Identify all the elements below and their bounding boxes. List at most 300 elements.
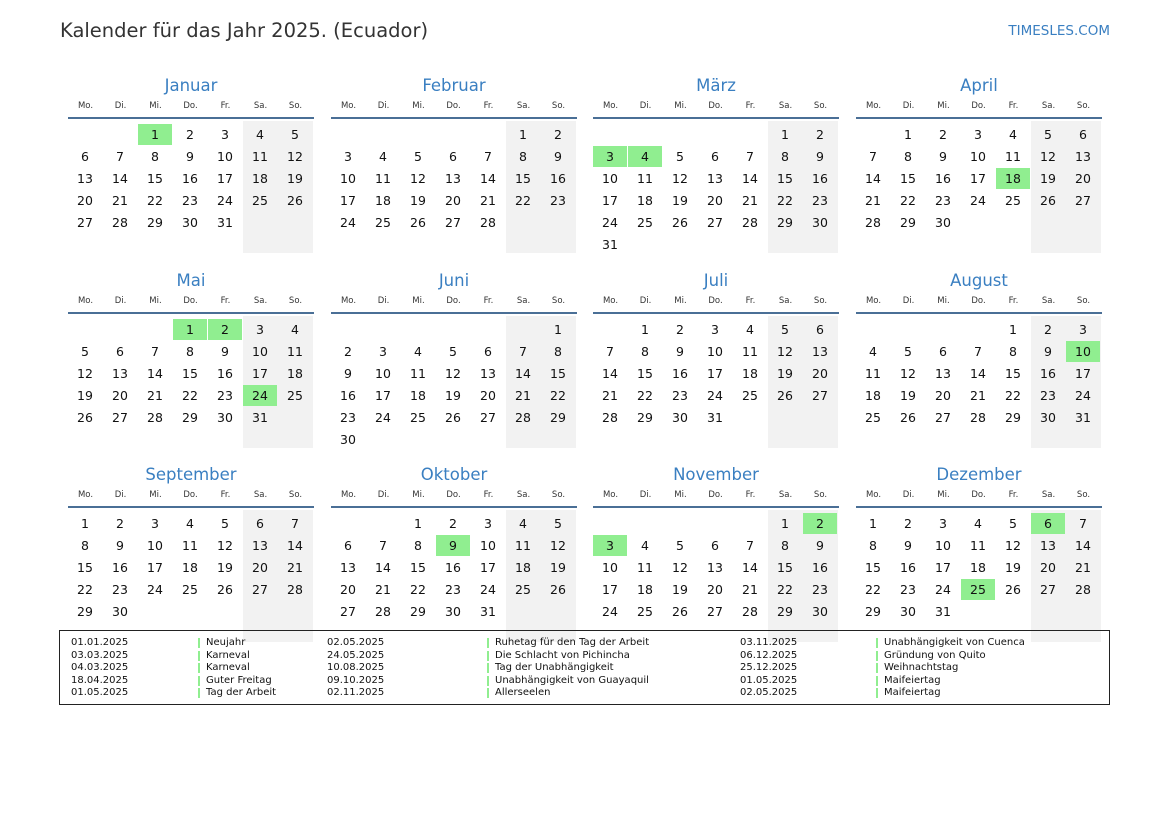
weekday-label: Mi. <box>149 101 162 111</box>
day: 10 <box>602 171 618 186</box>
day: 25 <box>1005 193 1021 208</box>
day: 2 <box>186 127 194 142</box>
day: 25 <box>252 193 268 208</box>
day: 28 <box>112 215 128 230</box>
day: 26 <box>287 193 303 208</box>
day: 20 <box>445 193 461 208</box>
legend-row <box>740 637 1100 650</box>
day: 6 <box>939 344 947 359</box>
day: 25 <box>515 582 531 597</box>
day: 21 <box>742 582 758 597</box>
day: 17 <box>252 366 268 381</box>
weekday-header <box>856 97 1102 119</box>
holiday-day: 3 <box>593 535 627 556</box>
day: 10 <box>935 538 951 553</box>
day: 23 <box>445 582 461 597</box>
day-cells <box>68 119 314 254</box>
day: 21 <box>970 388 986 403</box>
day: 19 <box>900 388 916 403</box>
day: 21 <box>147 388 163 403</box>
day: 17 <box>375 388 391 403</box>
month-4 <box>856 74 1102 256</box>
day: 2 <box>449 516 457 531</box>
day: 13 <box>252 538 268 553</box>
day: 22 <box>900 193 916 208</box>
day: 16 <box>900 560 916 575</box>
day: 14 <box>1075 538 1091 553</box>
weekday-label: Fr. <box>745 296 756 306</box>
day: 24 <box>375 410 391 425</box>
day: 7 <box>291 516 299 531</box>
day: 27 <box>812 388 828 403</box>
day: 23 <box>217 388 233 403</box>
day: 24 <box>1075 388 1091 403</box>
weekday-label: Di. <box>902 296 915 306</box>
weekday-header <box>331 292 577 314</box>
weekday-label: Di. <box>114 101 127 111</box>
day: 21 <box>112 193 128 208</box>
day: 3 <box>379 344 387 359</box>
day-cells <box>856 119 1102 254</box>
day: 25 <box>287 388 303 403</box>
month-12 <box>856 463 1102 645</box>
month-name: Juli <box>703 271 729 290</box>
weekday-label: So. <box>551 490 566 500</box>
weekday-header <box>68 97 314 119</box>
weekday-label: Sa. <box>778 490 793 500</box>
day: 11 <box>410 366 426 381</box>
month-name: Dezember <box>936 465 1022 484</box>
weekday-label: Mo. <box>77 296 94 306</box>
day: 8 <box>1009 344 1017 359</box>
day: 28 <box>287 582 303 597</box>
weekday-label: Do. <box>183 101 198 111</box>
weekday-label: Di. <box>377 490 390 500</box>
day: 12 <box>550 538 566 553</box>
day: 28 <box>970 410 986 425</box>
weekday-label: Mo. <box>602 490 619 500</box>
day: 8 <box>186 344 194 359</box>
weekday-label: Do. <box>971 296 986 306</box>
holiday-name: Maifeiertag <box>876 688 941 698</box>
month-9 <box>68 463 314 645</box>
day: 17 <box>340 193 356 208</box>
day: 31 <box>935 604 951 619</box>
holiday-name: Weihnachtstag <box>876 663 958 673</box>
day: 13 <box>707 171 723 186</box>
day: 18 <box>515 560 531 575</box>
day: 7 <box>974 344 982 359</box>
day: 19 <box>410 193 426 208</box>
day: 6 <box>1079 127 1087 142</box>
holiday-day: 9 <box>436 535 470 556</box>
month-name: Januar <box>164 76 218 95</box>
day: 7 <box>606 344 614 359</box>
day: 21 <box>1075 560 1091 575</box>
day: 21 <box>742 193 758 208</box>
day: 14 <box>112 171 128 186</box>
day: 4 <box>1009 127 1017 142</box>
day: 5 <box>81 344 89 359</box>
day: 18 <box>182 560 198 575</box>
day: 5 <box>449 344 457 359</box>
day: 21 <box>515 388 531 403</box>
weekday-label: Fr. <box>483 490 494 500</box>
day: 28 <box>1075 582 1091 597</box>
day: 31 <box>252 410 268 425</box>
day: 13 <box>1040 538 1056 553</box>
day: 27 <box>935 410 951 425</box>
day: 18 <box>375 193 391 208</box>
day: 4 <box>641 538 649 553</box>
holiday-date: 01.01.2025 <box>71 637 129 648</box>
day: 27 <box>1040 582 1056 597</box>
weekday-label: Mi. <box>149 490 162 500</box>
day: 20 <box>1040 560 1056 575</box>
month-name: Oktober <box>420 465 488 484</box>
day: 14 <box>287 538 303 553</box>
day: 19 <box>1040 171 1056 186</box>
day: 8 <box>519 149 527 164</box>
day: 11 <box>252 149 268 164</box>
weekday-label: Di. <box>639 490 652 500</box>
day: 15 <box>550 366 566 381</box>
day: 18 <box>970 560 986 575</box>
weekday-label: Do. <box>446 296 461 306</box>
day: 23 <box>182 193 198 208</box>
day: 27 <box>707 604 723 619</box>
weekday-label: Mo. <box>77 490 94 500</box>
day: 11 <box>182 538 198 553</box>
day: 12 <box>672 171 688 186</box>
holiday-name: Gründung von Quito <box>876 651 986 661</box>
weekday-label: Sa. <box>516 490 531 500</box>
day: 19 <box>672 193 688 208</box>
day: 12 <box>77 366 93 381</box>
weekday-label: So. <box>288 101 303 111</box>
day: 20 <box>77 193 93 208</box>
day: 14 <box>480 171 496 186</box>
day: 9 <box>904 538 912 553</box>
day: 25 <box>742 388 758 403</box>
weekday-label: Fr. <box>745 101 756 111</box>
weekday-label: Fr. <box>220 490 231 500</box>
day: 15 <box>77 560 93 575</box>
day: 8 <box>554 344 562 359</box>
day: 31 <box>707 410 723 425</box>
weekday-label: Di. <box>639 101 652 111</box>
day: 24 <box>480 582 496 597</box>
weekday-label: So. <box>1076 490 1091 500</box>
day: 24 <box>935 582 951 597</box>
holiday-date: 18.04.2025 <box>71 674 129 686</box>
legend-row <box>327 687 727 700</box>
day: 28 <box>602 410 618 425</box>
day: 12 <box>217 538 233 553</box>
day: 8 <box>641 344 649 359</box>
day: 9 <box>186 149 194 164</box>
holiday-name: Karneval <box>198 651 250 661</box>
day: 19 <box>777 366 793 381</box>
legend-row <box>740 687 1100 700</box>
day: 26 <box>217 582 233 597</box>
day: 7 <box>484 149 492 164</box>
day: 20 <box>252 560 268 575</box>
weekday-header <box>68 486 314 508</box>
day: 2 <box>816 127 824 142</box>
day: 8 <box>869 538 877 553</box>
weekday-label: Sa. <box>516 101 531 111</box>
day-cells <box>593 314 839 449</box>
day: 27 <box>1075 193 1091 208</box>
weekday-label: Mi. <box>937 101 950 111</box>
day: 30 <box>182 215 198 230</box>
weekday-label: Mo. <box>865 101 882 111</box>
holiday-date: 03.11.2025 <box>740 637 798 648</box>
month-1 <box>68 74 314 256</box>
day: 17 <box>1075 366 1091 381</box>
weekday-label: Do. <box>971 490 986 500</box>
day: 22 <box>777 193 793 208</box>
month-2 <box>331 74 577 256</box>
day: 29 <box>777 215 793 230</box>
day: 21 <box>602 388 618 403</box>
day: 9 <box>221 344 229 359</box>
weekday-label: Mi. <box>412 296 425 306</box>
legend-row <box>327 637 727 650</box>
month-name: Juni <box>438 271 470 290</box>
weekday-label: Sa. <box>253 296 268 306</box>
day: 11 <box>375 171 391 186</box>
day: 9 <box>676 344 684 359</box>
day: 27 <box>707 215 723 230</box>
day: 8 <box>781 538 789 553</box>
holiday-day: 1 <box>138 124 172 145</box>
day: 25 <box>637 215 653 230</box>
day: 19 <box>445 388 461 403</box>
holiday-name: Neujahr <box>198 638 245 648</box>
weekday-header <box>856 292 1102 314</box>
weekday-label: Do. <box>708 101 723 111</box>
calendar-grid <box>68 74 1102 626</box>
holiday-date: 25.12.2025 <box>740 662 798 673</box>
day: 27 <box>77 215 93 230</box>
day: 28 <box>147 410 163 425</box>
day: 23 <box>1040 388 1056 403</box>
weekday-label: Sa. <box>1041 490 1056 500</box>
weekday-header <box>593 292 839 314</box>
day: 30 <box>445 604 461 619</box>
weekday-label: Fr. <box>1008 490 1019 500</box>
month-11 <box>593 463 839 645</box>
day: 3 <box>151 516 159 531</box>
day: 13 <box>707 560 723 575</box>
day: 12 <box>777 344 793 359</box>
day: 7 <box>869 149 877 164</box>
day: 28 <box>742 215 758 230</box>
day: 22 <box>1005 388 1021 403</box>
legend-row <box>740 650 1100 663</box>
day: 5 <box>781 322 789 337</box>
day: 23 <box>812 193 828 208</box>
day: 15 <box>515 171 531 186</box>
holiday-date: 09.10.2025 <box>327 674 385 686</box>
weekday-label: Di. <box>377 296 390 306</box>
weekday-label: Mo. <box>340 490 357 500</box>
day: 14 <box>865 171 881 186</box>
weekday-label: So. <box>551 296 566 306</box>
day: 1 <box>641 322 649 337</box>
day: 29 <box>410 604 426 619</box>
day: 29 <box>777 604 793 619</box>
day: 4 <box>186 516 194 531</box>
day: 1 <box>781 127 789 142</box>
site-link[interactable]: TIMESLES.COM <box>1008 23 1110 39</box>
day: 23 <box>340 410 356 425</box>
month-name: November <box>673 465 759 484</box>
weekday-label: So. <box>288 296 303 306</box>
month-3 <box>593 74 839 256</box>
day: 20 <box>707 193 723 208</box>
day: 13 <box>1075 149 1091 164</box>
day: 22 <box>637 388 653 403</box>
day: 9 <box>939 149 947 164</box>
weekday-label: Do. <box>446 490 461 500</box>
day: 18 <box>865 388 881 403</box>
day: 11 <box>970 538 986 553</box>
day: 4 <box>414 344 422 359</box>
holiday-name: Ruhetag für den Tag der Arbeit <box>487 638 649 648</box>
weekday-label: Mi. <box>937 490 950 500</box>
day: 20 <box>1075 171 1091 186</box>
weekday-header <box>856 486 1102 508</box>
day: 27 <box>252 582 268 597</box>
day: 15 <box>410 560 426 575</box>
day: 26 <box>1040 193 1056 208</box>
holiday-day: 1 <box>173 319 207 340</box>
weekday-label: Do. <box>708 296 723 306</box>
day: 29 <box>550 410 566 425</box>
day: 6 <box>344 538 352 553</box>
weekday-label: So. <box>288 490 303 500</box>
day: 6 <box>256 516 264 531</box>
day: 6 <box>816 322 824 337</box>
day: 17 <box>602 582 618 597</box>
day-cells <box>331 119 577 254</box>
day: 27 <box>340 604 356 619</box>
day: 20 <box>480 388 496 403</box>
weekday-label: Do. <box>183 296 198 306</box>
day: 19 <box>672 582 688 597</box>
legend-row <box>327 650 727 663</box>
day: 20 <box>935 388 951 403</box>
day: 1 <box>869 516 877 531</box>
day: 11 <box>1005 149 1021 164</box>
month-name: März <box>696 76 736 95</box>
day: 2 <box>116 516 124 531</box>
weekday-label: Sa. <box>1041 296 1056 306</box>
weekday-label: Fr. <box>745 490 756 500</box>
day: 17 <box>602 193 618 208</box>
day: 12 <box>410 171 426 186</box>
day: 21 <box>287 560 303 575</box>
legend-row <box>740 662 1100 675</box>
day: 26 <box>777 388 793 403</box>
day: 9 <box>554 149 562 164</box>
day: 24 <box>602 215 618 230</box>
day: 4 <box>379 149 387 164</box>
day: 24 <box>147 582 163 597</box>
day: 15 <box>777 560 793 575</box>
day: 14 <box>147 366 163 381</box>
day: 30 <box>812 215 828 230</box>
day: 6 <box>711 149 719 164</box>
day: 9 <box>816 149 824 164</box>
day: 15 <box>182 366 198 381</box>
day: 21 <box>865 193 881 208</box>
day: 2 <box>939 127 947 142</box>
weekday-label: Do. <box>183 490 198 500</box>
day: 16 <box>812 560 828 575</box>
day: 29 <box>182 410 198 425</box>
day: 16 <box>182 171 198 186</box>
day: 10 <box>252 344 268 359</box>
day: 13 <box>77 171 93 186</box>
weekday-label: Mo. <box>77 101 94 111</box>
day-cells <box>856 508 1102 643</box>
day: 3 <box>1079 322 1087 337</box>
day: 1 <box>81 516 89 531</box>
day-cells <box>593 119 839 254</box>
weekday-header <box>593 97 839 119</box>
weekday-label: Mi. <box>412 101 425 111</box>
day: 2 <box>1044 322 1052 337</box>
day: 21 <box>375 582 391 597</box>
holiday-name: Tag der Unabhängigkeit <box>487 663 614 673</box>
day: 29 <box>900 215 916 230</box>
day: 13 <box>935 366 951 381</box>
holiday-date: 01.05.2025 <box>740 674 798 686</box>
day: 6 <box>81 149 89 164</box>
day: 1 <box>1009 322 1017 337</box>
day: 19 <box>217 560 233 575</box>
day: 30 <box>1040 410 1056 425</box>
holiday-name: Tag der Arbeit <box>198 688 276 698</box>
day: 4 <box>869 344 877 359</box>
day-cells <box>593 508 839 643</box>
day: 10 <box>340 171 356 186</box>
weekday-label: Di. <box>114 296 127 306</box>
day: 26 <box>550 582 566 597</box>
day: 29 <box>147 215 163 230</box>
day: 15 <box>637 366 653 381</box>
holiday-date: 24.05.2025 <box>327 649 385 661</box>
weekday-label: Mo. <box>340 101 357 111</box>
weekday-label: Do. <box>971 101 986 111</box>
day: 31 <box>480 604 496 619</box>
day: 5 <box>414 149 422 164</box>
day: 10 <box>602 560 618 575</box>
day: 9 <box>1044 344 1052 359</box>
day: 30 <box>812 604 828 619</box>
weekday-header <box>68 292 314 314</box>
legend-column <box>327 637 727 700</box>
day: 9 <box>344 366 352 381</box>
weekday-label: Mo. <box>340 296 357 306</box>
day: 31 <box>217 215 233 230</box>
holiday-name: Maifeiertag <box>876 676 941 686</box>
day: 3 <box>256 322 264 337</box>
